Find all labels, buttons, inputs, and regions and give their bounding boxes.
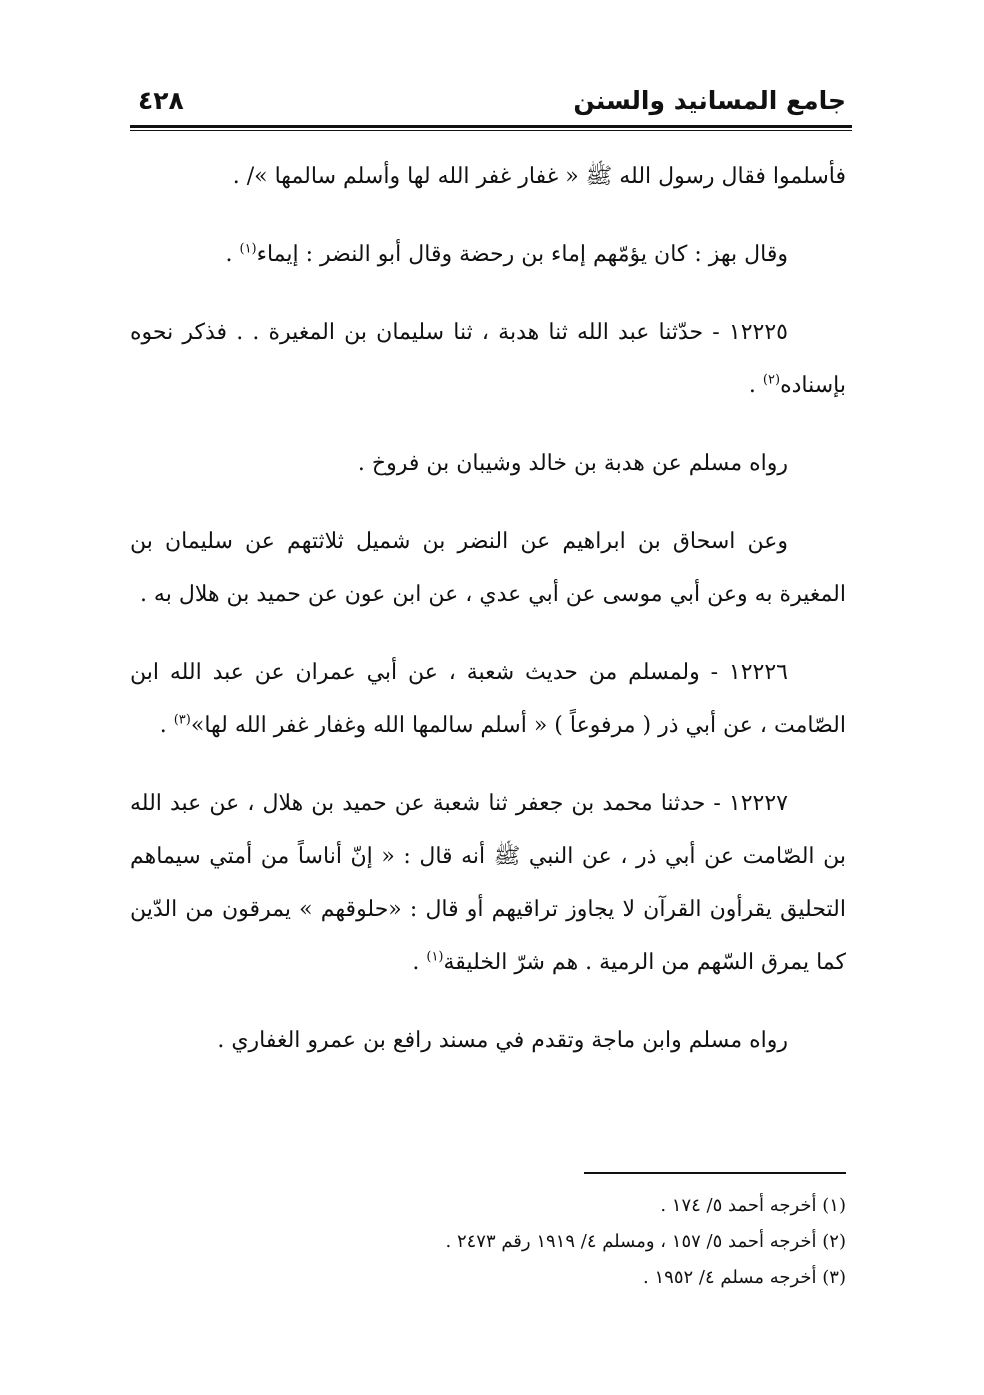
page-number: ٤٢٨ (138, 86, 184, 115)
hadith-text: - حدثنا محمد بن جعفر ثنا شعبة عن حميد بن هلال ، عن عبد الله بن الصّامت عن أبي ذر ، عن النبي ﷺ أنه قال : « إنّ أناساً من أمتي سيماهم التحليق يقرأون القرآن لا يجاوز تراقيهم أو قال : «حلوقهم » يمرقون من الدّين كما يمرق السّهم من الرمية . هم شرّ الخليقة (130, 791, 846, 975)
hadith-text: - ولمسلم من حديث شعبة ، عن أبي عمران عن عبد الله ابن الصّامت ، عن أبي ذر ( مرفوعاً ) « أسلم سالمها الله وغفار غفر الله لها» (130, 660, 846, 738)
paragraph-2-end: . (225, 242, 240, 267)
paragraph-5: وعن اسحاق بن ابراهيم عن النضر بن شميل ثلاثتهم عن سليمان بن المغيرة به وعن أبي موسى عن أبي عدي ، عن ابن عون عن حميد بن هلال به . (130, 529, 846, 607)
page-header (138, 78, 846, 122)
hadith-end: . (412, 950, 427, 975)
footnote-rule (584, 1172, 846, 1174)
main-text (130, 150, 846, 1092)
hadith-12225 (130, 306, 846, 412)
paragraph-8: رواه مسلم وابن ماجة وتقدم في مسند رافع بن عمرو الغفاري . (217, 1028, 788, 1053)
footnote-2: (٢) أخرجه أحمد ٥/ ١٥٧ ، ومسلم ٤/ ١٩١٩ رقم ٢٤٧٣ . (445, 1231, 846, 1252)
hadith-12226 (130, 646, 846, 752)
paragraph-4: رواه مسلم عن هدبة بن خالد وشيبان بن فروخ . (357, 451, 788, 476)
footnote-1: (١) أخرجه أحمد ٥/ ١٧٤ . (660, 1195, 846, 1216)
footnote-ref-1: (١) (426, 949, 444, 965)
hadith-12227 (130, 777, 846, 989)
paragraph-1: فأسلموا فقال رسول الله ﷺ « غفار غفر الله لها وأسلم سالمها »/ . (232, 164, 846, 189)
hadith-number: ١٢٢٢٦ (728, 660, 788, 685)
running-title: جامع المسانيد والسنن (573, 86, 846, 115)
paragraph-2-text: وقال بهز : كان يؤمّهم إماء بن رحضة وقال أبو النضر : إيماء (256, 242, 788, 267)
hadith-number: ١٢٢٢٧ (728, 791, 788, 816)
hadith-number: ١٢٢٢٥ (728, 320, 788, 345)
hadith-end: . (748, 373, 763, 398)
footnotes (126, 1188, 846, 1296)
paragraph-2 (130, 228, 846, 281)
footnote-ref-1: (١) (239, 241, 257, 257)
footnote-ref-2: (٢) (762, 372, 781, 388)
hadith-text: - حدّثنا عبد الله ثنا هدبة ، ثنا سليمان بن المغيرة . . فذكر نحوه بإسناده (130, 320, 846, 398)
footnote-3: (٣) أخرجه مسلم ٤/ ١٩٥٢ . (643, 1267, 846, 1288)
footnote-ref-3: (٣) (173, 712, 191, 728)
header-rule (130, 125, 852, 131)
hadith-end: . (159, 713, 174, 738)
